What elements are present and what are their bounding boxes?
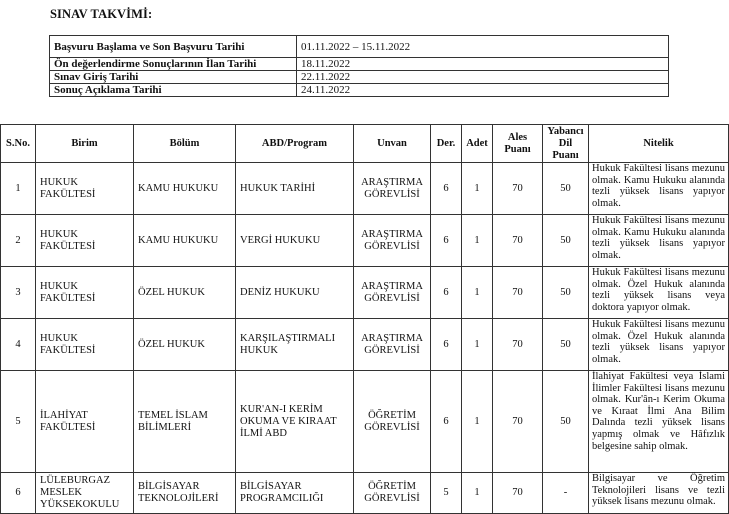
schedule-label: Ön değerlendirme Sonuçlarının İlan Tarihi <box>50 58 297 71</box>
schedule-label: Sonuç Açıklama Tarihi <box>50 84 297 97</box>
table-row <box>1 163 729 215</box>
cell-ales: 70 <box>493 473 543 514</box>
cell-ales: 70 <box>493 371 543 473</box>
cell-bolum: ÖZEL HUKUK <box>134 319 236 371</box>
cell-abd-program: VERGİ HUKUKU <box>236 215 354 267</box>
schedule-value: 22.11.2022 <box>297 71 669 84</box>
cell-sno: 2 <box>1 215 36 267</box>
cell-birim: İLAHİYAT FAKÜLTESİ <box>36 371 134 473</box>
table-row <box>1 267 729 319</box>
header-bolum: Bölüm <box>134 125 236 163</box>
cell-yabanci-dil: 50 <box>543 163 589 215</box>
schedule-value: 18.11.2022 <box>297 58 669 71</box>
cell-yabanci-dil: - <box>543 473 589 514</box>
header-abd-program: ABD/Program <box>236 125 354 163</box>
cell-nitelik: İlahiyat Fakültesi veya İslami İlimler Fakültesi lisans mezunu olmak. Kur'ân-ı Kerim Okuma ve Kıraat İlmi Ana Bilim Dalında tezli yüksek lisans yapmış olmak ve Hâfızlık belgesine sahip olmak. <box>589 371 729 473</box>
cell-birim: HUKUK FAKÜLTESİ <box>36 163 134 215</box>
cell-sno: 3 <box>1 267 36 319</box>
cell-adet: 1 <box>462 215 493 267</box>
section-title: SINAV TAKVİMİ: <box>50 7 153 21</box>
schedule-label: Sınav Giriş Tarihi <box>50 71 297 84</box>
schedule-row <box>50 36 669 58</box>
cell-abd-program: KUR'AN-I KERİM OKUMA VE KIRAAT İLMİ ABD <box>236 371 354 473</box>
cell-ales: 70 <box>493 319 543 371</box>
header-yabanci-dil: Yabancı Dil Puanı <box>543 125 589 163</box>
cell-abd-program: BİLGİSAYAR PROGRAMCILIĞI <box>236 473 354 514</box>
cell-yabanci-dil: 50 <box>543 371 589 473</box>
header-ales: Ales Puanı <box>493 125 543 163</box>
schedule-value: 24.11.2022 <box>297 84 669 97</box>
cell-der: 6 <box>431 371 462 473</box>
cell-der: 6 <box>431 319 462 371</box>
cell-der: 6 <box>431 215 462 267</box>
cell-abd-program: HUKUK TARİHİ <box>236 163 354 215</box>
cell-yabanci-dil: 50 <box>543 319 589 371</box>
cell-unvan: ÖĞRETİM GÖREVLİSİ <box>354 473 431 514</box>
header-nitelik: Nitelik <box>589 125 729 163</box>
cell-sno: 5 <box>1 371 36 473</box>
positions-table <box>0 124 729 514</box>
header-unvan: Unvan <box>354 125 431 163</box>
table-row <box>1 319 729 371</box>
cell-ales: 70 <box>493 215 543 267</box>
cell-ales: 70 <box>493 163 543 215</box>
cell-unvan: ÖĞRETİM GÖREVLİSİ <box>354 371 431 473</box>
cell-nitelik: Hukuk Fakültesi lisans mezunu olmak. Kamu Hukuku alanında tezli yüksek lisans yapıyor olmak. <box>589 215 729 267</box>
cell-sno: 6 <box>1 473 36 514</box>
header-sno: S.No. <box>1 125 36 163</box>
cell-bolum: ÖZEL HUKUK <box>134 267 236 319</box>
cell-unvan: ARAŞTIRMA GÖREVLİSİ <box>354 267 431 319</box>
table-row <box>1 473 729 514</box>
cell-der: 5 <box>431 473 462 514</box>
cell-bolum: KAMU HUKUKU <box>134 163 236 215</box>
cell-yabanci-dil: 50 <box>543 215 589 267</box>
schedule-row <box>50 58 669 71</box>
cell-birim: LÜLEBURGAZ MESLEK YÜKSEKOKULU <box>36 473 134 514</box>
cell-abd-program: DENİZ HUKUKU <box>236 267 354 319</box>
cell-nitelik: Hukuk Fakültesi lisans mezunu olmak. Kamu Hukuku alanında tezli yüksek lisans yapıyor olmak. <box>589 163 729 215</box>
schedule-value: 01.11.2022 – 15.11.2022 <box>297 36 669 58</box>
cell-abd-program: KARŞILAŞTIRMALI HUKUK <box>236 319 354 371</box>
cell-unvan: ARAŞTIRMA GÖREVLİSİ <box>354 163 431 215</box>
schedule-label: Başvuru Başlama ve Son Başvuru Tarihi <box>50 36 297 58</box>
exam-schedule-table <box>49 35 669 97</box>
schedule-row <box>50 71 669 84</box>
cell-der: 6 <box>431 267 462 319</box>
table-row <box>1 215 729 267</box>
cell-birim: HUKUK FAKÜLTESİ <box>36 267 134 319</box>
table-row <box>1 371 729 473</box>
header-birim: Birim <box>36 125 134 163</box>
cell-yabanci-dil: 50 <box>543 267 589 319</box>
cell-birim: HUKUK FAKÜLTESİ <box>36 319 134 371</box>
cell-sno: 4 <box>1 319 36 371</box>
cell-nitelik: Bilgisayar ve Öğretim Teknolojileri lisans ve tezli yüksek lisans mezunu olmak. <box>589 473 729 514</box>
table-header-row <box>1 125 729 163</box>
cell-unvan: ARAŞTIRMA GÖREVLİSİ <box>354 319 431 371</box>
header-der: Der. <box>431 125 462 163</box>
cell-bolum: TEMEL İSLAM BİLİMLERİ <box>134 371 236 473</box>
cell-nitelik: Hukuk Fakültesi lisans mezunu olmak. Özel Hukuk alanında tezli yüksek lisans yapıyor olmak. <box>589 319 729 371</box>
cell-adet: 1 <box>462 267 493 319</box>
cell-der: 6 <box>431 163 462 215</box>
cell-bolum: KAMU HUKUKU <box>134 215 236 267</box>
cell-adet: 1 <box>462 163 493 215</box>
cell-unvan: ARAŞTIRMA GÖREVLİSİ <box>354 215 431 267</box>
cell-sno: 1 <box>1 163 36 215</box>
header-adet: Adet <box>462 125 493 163</box>
cell-bolum: BİLGİSAYAR TEKNOLOJİLERİ <box>134 473 236 514</box>
cell-ales: 70 <box>493 267 543 319</box>
cell-adet: 1 <box>462 473 493 514</box>
cell-adet: 1 <box>462 319 493 371</box>
cell-adet: 1 <box>462 371 493 473</box>
cell-nitelik: Hukuk Fakültesi lisans mezunu olmak. Özel Hukuk alanında tezli yüksek lisans veya doktora yapıyor olmak. <box>589 267 729 319</box>
cell-birim: HUKUK FAKÜLTESİ <box>36 215 134 267</box>
schedule-row <box>50 84 669 97</box>
